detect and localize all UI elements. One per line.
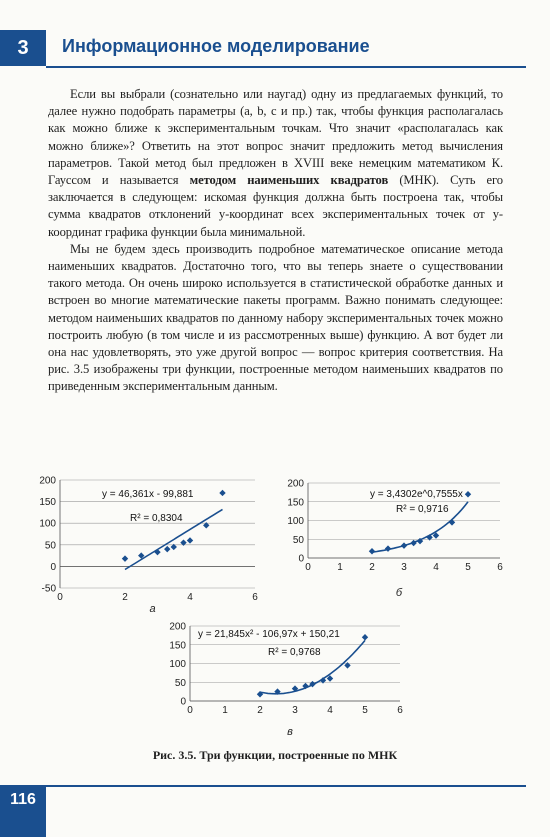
data-point (122, 555, 128, 561)
paragraph-1-part-2: (МНК). Суть его заключается в следующем: искомая функция должна быть построена так, чтобы сумма квадратов отклонений y-координат всех экспериментальных точек от y-координат графика функции была минимальной. (48, 173, 503, 239)
y-tick-label: 200 (287, 478, 304, 490)
chart-b-svg (278, 470, 523, 620)
body-text (48, 86, 503, 396)
y-tick-label: 150 (39, 497, 56, 509)
data-point (449, 519, 455, 525)
header-rule (46, 66, 526, 68)
x-tick-label: 5 (362, 705, 368, 716)
y-tick-label: 200 (169, 621, 186, 633)
y-tick-label: 0 (50, 561, 56, 573)
x-tick-label: 0 (57, 592, 63, 603)
y-tick-label: 0 (180, 696, 186, 708)
data-point (362, 634, 368, 640)
data-point (154, 549, 160, 555)
y-tick-label: 0 (298, 553, 304, 565)
y-tick-label: 100 (169, 659, 186, 670)
chapter-number: 3 (0, 30, 46, 66)
x-tick-label: 4 (327, 705, 333, 716)
y-tick-label: -50 (41, 583, 56, 595)
paragraph-2: Мы не будем здесь производить подробное математическое описание метода наименьших квадратов. Достаточно того, что вы теперь знаете о существовании такого метода. Он очень широко используется в статистической обработке данных и встроен во многие математические пакеты программ. Важно понимать следующее: методом наименьших квадратов по данному набору экспериментальных точек можно построить любую (в том числе и из рассмотренных выше) функцию. А вот будет ли она нас удовлетворять, это уже другой вопрос — вопрос критерия соответствия. На рис. 3.5 изображены три функции, построенные методом наименьших квадратов по приведенным экспериментальным данным. (48, 241, 503, 394)
chart-b (278, 470, 523, 625)
r-squared-label: R² = 0,9716 (396, 504, 449, 515)
term-least-squares: методом наименьших квадратов (189, 173, 389, 188)
y-tick-label: 150 (169, 640, 186, 652)
x-tick-label: 2 (257, 705, 263, 716)
figure-caption (0, 748, 550, 763)
page-number: 116 (0, 785, 46, 837)
trendline-equation: y = 21,845x² - 106,97x + 150,21 (198, 629, 340, 640)
subfigure-label: а (149, 603, 156, 615)
x-tick-label: 4 (187, 592, 193, 603)
x-tick-label: 6 (397, 705, 403, 716)
caption-text: Три функции, построенные по МНК (199, 748, 398, 762)
y-tick-label: 50 (174, 677, 186, 689)
paragraph-1 (48, 86, 503, 241)
y-tick-label: 100 (287, 516, 304, 527)
x-tick-label: 0 (305, 562, 311, 573)
data-point (187, 537, 193, 543)
data-point (465, 491, 471, 497)
y-tick-label: 150 (287, 497, 304, 509)
r-squared-label: R² = 0,9768 (268, 647, 321, 658)
chapter-title: Информационное моделирование (62, 36, 370, 56)
chart-a (20, 470, 265, 625)
subfigure-label: в (287, 726, 293, 738)
x-tick-label: 1 (222, 705, 228, 716)
data-point (369, 548, 375, 554)
paragraph-1-part-1: Если вы выбрали (сознательно или наугад) одну из предлагаемых функций, то далее нужно подобрать параметры (a, b, c и пр.) так, чтобы функция располагалась как можно ближе к экспериментальным точкам. Что значит «располагалась как можно ближе»? Ответить на этот вопрос значит предложить метод вычисления параметров. Такой метод был предложен в XVIII веке немецким математиком К. Гауссом и называется (48, 87, 503, 188)
data-point (426, 534, 432, 540)
data-point (401, 542, 407, 548)
y-tick-label: 200 (39, 475, 56, 487)
y-tick-label: 50 (44, 540, 56, 552)
data-point (385, 545, 391, 551)
x-tick-label: 1 (337, 562, 343, 573)
x-tick-label: 5 (465, 562, 471, 573)
trendline-equation: y = 46,361x - 99,881 (102, 489, 194, 500)
x-tick-label: 6 (497, 562, 503, 573)
caption-label: Рис. 3.5. (152, 748, 197, 762)
subfigure-label: б (395, 587, 403, 599)
y-tick-label: 100 (39, 518, 56, 530)
figure-3-5 (0, 460, 550, 760)
x-tick-label: 3 (292, 705, 298, 716)
y-tick-label: 50 (292, 534, 304, 546)
data-point (344, 662, 350, 668)
x-tick-label: 6 (252, 592, 258, 603)
chart-a-svg (20, 470, 265, 620)
x-tick-label: 0 (187, 705, 193, 716)
x-tick-label: 3 (401, 562, 407, 573)
data-point (219, 490, 225, 496)
data-point (164, 546, 170, 552)
r-squared-label: R² = 0,8304 (130, 513, 183, 524)
x-tick-label: 2 (369, 562, 375, 573)
chart-v (150, 618, 405, 753)
x-tick-label: 4 (433, 562, 439, 573)
chart-v-svg (150, 618, 405, 748)
x-tick-label: 2 (122, 592, 128, 603)
footer-rule (46, 785, 526, 787)
trendline-equation: y = 3,4302e^0,7555x (370, 489, 463, 500)
